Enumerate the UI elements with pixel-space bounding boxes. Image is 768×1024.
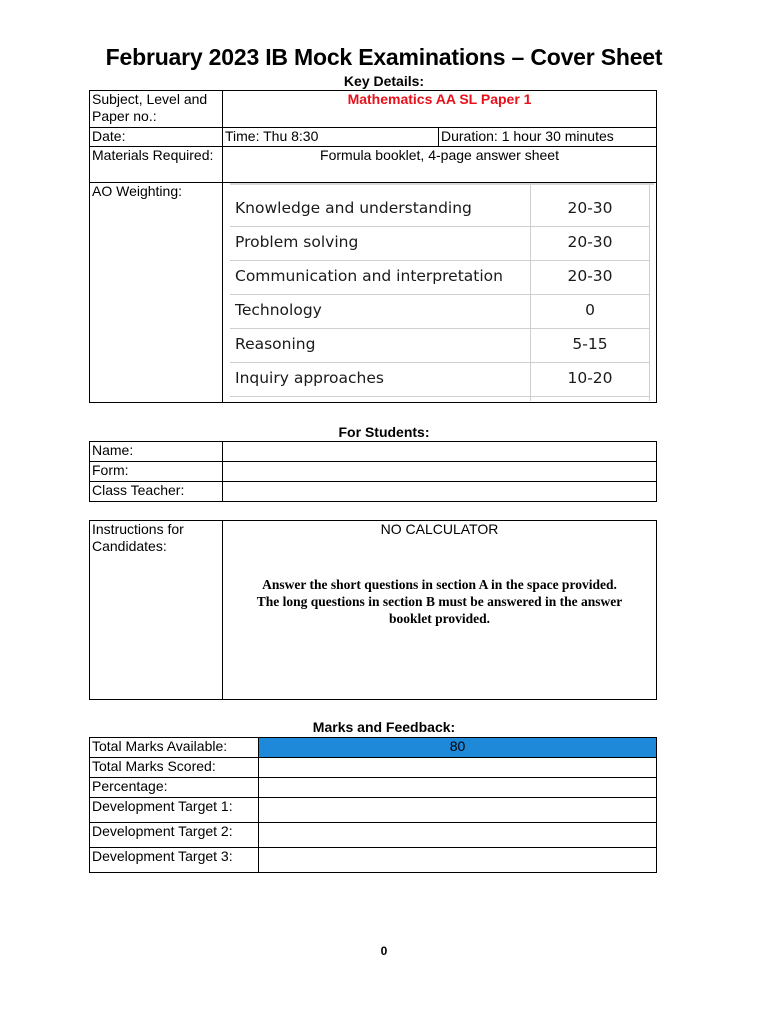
ao-row-label: Inquiry approaches (235, 369, 384, 387)
no-calculator-text: NO CALCULATOR (380, 521, 499, 537)
ao-row-value: 10-20 (567, 369, 613, 387)
key-details-heading: Key Details: (343, 73, 425, 89)
name-label: Name: (90, 442, 223, 462)
ao-row (230, 294, 650, 329)
ao-weighting-table (230, 183, 654, 401)
form-label: Form: (90, 462, 223, 482)
subject-label: Subject, Level and Paper no.: (90, 91, 223, 128)
instructions-line-1: Answer the short questions in section A in the space provided. (262, 577, 617, 592)
materials-label: Materials Required: (90, 147, 223, 183)
target-1-label: Development Target 1: (90, 798, 259, 823)
total-available-label: Total Marks Available: (90, 738, 259, 758)
class-teacher-field[interactable] (223, 482, 657, 502)
ao-row-value: 20-30 (567, 199, 613, 217)
total-scored-field[interactable] (259, 758, 657, 778)
subject-value: Mathematics AA SL Paper 1 (223, 91, 657, 128)
target-2-label: Development Target 2: (90, 823, 259, 848)
name-field[interactable] (223, 442, 657, 462)
instructions-content (223, 521, 657, 700)
class-teacher-label: Class Teacher: (90, 482, 223, 502)
target-3-field[interactable] (259, 848, 657, 873)
ao-row-label: Knowledge and understanding (235, 199, 472, 217)
instructions-label: Instructions for Candidates: (90, 521, 223, 700)
total-available-value: 80 (259, 738, 657, 758)
ao-row-value: 5-15 (572, 335, 608, 353)
percentage-label: Percentage: (90, 778, 259, 798)
form-field[interactable] (223, 462, 657, 482)
ao-label: AO Weighting: (90, 183, 223, 403)
total-scored-label: Total Marks Scored: (90, 758, 259, 778)
ao-row-value: 20-30 (567, 267, 613, 285)
students-heading: For Students: (338, 424, 430, 440)
instructions-table (89, 520, 657, 700)
ao-row (230, 260, 650, 295)
page-number: 0 (380, 944, 388, 958)
marks-table (89, 737, 657, 873)
ao-row-label: Reasoning (235, 335, 316, 353)
ao-row-label: Problem solving (235, 233, 359, 251)
ao-row (230, 328, 650, 363)
target-1-field[interactable] (259, 798, 657, 823)
page-title: February 2023 IB Mock Examinations – Cover Sheet (105, 44, 663, 70)
target-2-field[interactable] (259, 823, 657, 848)
ao-row-value: 20-30 (567, 233, 613, 251)
duration-value: Duration: 1 hour 30 minutes (439, 128, 657, 147)
ao-row (230, 226, 650, 261)
ao-row (230, 192, 650, 227)
ao-row-label: Technology (235, 301, 322, 319)
students-table (89, 441, 657, 502)
target-3-label: Development Target 3: (90, 848, 259, 873)
marks-heading: Marks and Feedback: (312, 719, 456, 735)
date-label: Date: (90, 128, 223, 147)
ao-row-label: Communication and interpretation (235, 267, 503, 285)
materials-value: Formula booklet, 4-page answer sheet (223, 147, 657, 183)
time-value: Time: Thu 8:30 (223, 128, 439, 147)
instructions-line-3: booklet provided. (388, 611, 491, 626)
ao-row (230, 362, 650, 397)
instructions-line-2: The long questions in section B must be answered in the answer (256, 594, 623, 609)
percentage-field[interactable] (259, 778, 657, 798)
ao-row-value: 0 (585, 301, 595, 319)
